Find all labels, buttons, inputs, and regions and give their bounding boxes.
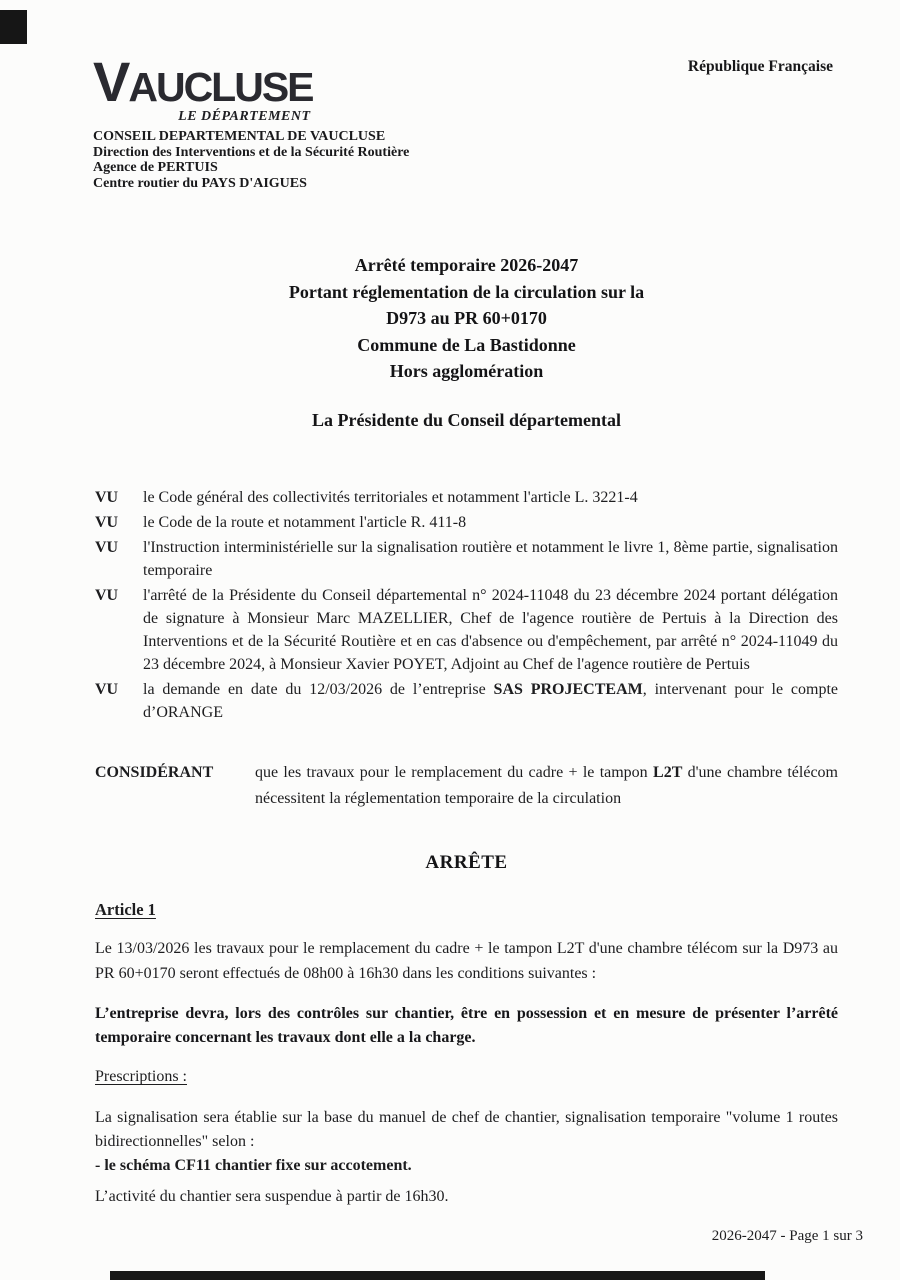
organization-lines xyxy=(93,129,409,191)
considerant-label: CONSIDÉRANT xyxy=(95,764,214,781)
org-line-centre: Centre routier du PAYS D'AIGUES xyxy=(93,175,307,191)
letterhead xyxy=(93,50,410,191)
vu-label: VU xyxy=(95,587,119,604)
vu-row xyxy=(95,678,838,724)
vu-text: le Code de la route et notamment l'article R. 411-8 xyxy=(143,514,467,531)
vu-row xyxy=(95,536,838,582)
vu-row xyxy=(95,486,838,509)
scan-artifact-top-left xyxy=(0,10,27,44)
arrete-heading: ARRÊTE xyxy=(425,852,508,873)
org-line-agence: Agence de PERTUIS xyxy=(93,160,218,175)
vu-row xyxy=(95,511,838,534)
vu-row xyxy=(95,584,838,676)
vaucluse-logo-subtitle: LE DÉPARTEMENT xyxy=(178,109,311,124)
signalisation-paragraph: La signalisation sera établie sur la base du manuel de chef de chantier, signalisation temporaire "volume 1 routes bidirectionnelles" selon : xyxy=(95,1109,838,1150)
schema-line: - le schéma CF11 chantier fixe sur accotement. xyxy=(95,1157,412,1174)
document-title xyxy=(95,252,838,385)
considerant-text: que les travaux pour le remplacement du cadre + le tampon L2T d'une chambre télécom nécessitent la réglementation temporaire de la circulation xyxy=(255,764,839,807)
vu-text: le Code général des collectivités territoriales et notamment l'article L. 3221-4 xyxy=(143,489,638,506)
scan-artifact-bottom xyxy=(110,1271,765,1280)
signalisation-block xyxy=(95,1106,838,1178)
title-line-1: Arrêté temporaire 2026-2047 xyxy=(354,255,579,275)
title-line-3: D973 au PR 60+0170 xyxy=(386,308,547,328)
prescriptions-heading: Prescriptions : xyxy=(95,1068,187,1085)
vu-text: l'Instruction interministérielle sur la signalisation routière et notamment le livre 1, 8ème partie, signalisation temporaire xyxy=(143,539,838,579)
vaucluse-logo-text: VAUCLUSE xyxy=(93,50,313,113)
obligation-paragraph: L’entreprise devra, lors des contrôles sur chantier, être en possession et en mesure de présenter l’arrêté temporaire concernant les travaux dont elle a la charge. xyxy=(95,1005,838,1046)
vaucluse-logo xyxy=(93,50,313,125)
vu-text: l'arrêté de la Présidente du Conseil départemental n° 2024-11048 du 23 décembre 2024 portant délégation de signature à Monsieur Marc MAZELLIER, Chef de l'agence routière de Pertuis à la Direction des Interventions et de la Sécurité Routière et en cas d'absence ou d'empêchement, par arrêté n° 2024-11049 du 23 décembre 2024, à Monsieur Xavier POYET, Adjoint au Chef de l'agence routière de Pertuis xyxy=(143,587,838,673)
title-line-5: Hors agglomération xyxy=(389,361,544,381)
title-line-4: Commune de La Bastidonne xyxy=(357,334,576,355)
page-footer: 2026-2047 - Page 1 sur 3 xyxy=(711,1228,863,1244)
republic-header: République Française xyxy=(687,58,833,75)
authority-line: La Présidente du Conseil départemental xyxy=(312,410,621,430)
vu-text: la demande en date du 12/03/2026 de l’entreprise SAS PROJECTEAM, intervenant pour le compte d’ORANGE xyxy=(143,681,838,721)
title-line-2: Portant réglementation de la circulation sur la xyxy=(288,281,645,302)
article-1-heading: Article 1 xyxy=(95,900,156,919)
considerant-row xyxy=(95,760,838,812)
vu-label: VU xyxy=(95,514,119,531)
org-line-conseil: CONSEIL DEPARTEMENTAL DE VAUCLUSE xyxy=(93,129,386,144)
activity-line: L’activité du chantier sera suspendue à partir de 16h30. xyxy=(95,1188,449,1205)
vu-label: VU xyxy=(95,539,119,556)
article-1-intro: Le 13/03/2026 les travaux pour le remplacement du cadre + le tampon L2T d'une chambre télécom sur la D973 au PR 60+0170 seront effectués de 08h00 à 16h30 dans les conditions suivantes : xyxy=(95,940,838,982)
vu-label: VU xyxy=(95,489,119,506)
vu-label: VU xyxy=(95,681,119,698)
vu-section xyxy=(95,486,838,726)
org-line-direction: Direction des Interventions et de la Sécurité Routière xyxy=(93,144,410,160)
